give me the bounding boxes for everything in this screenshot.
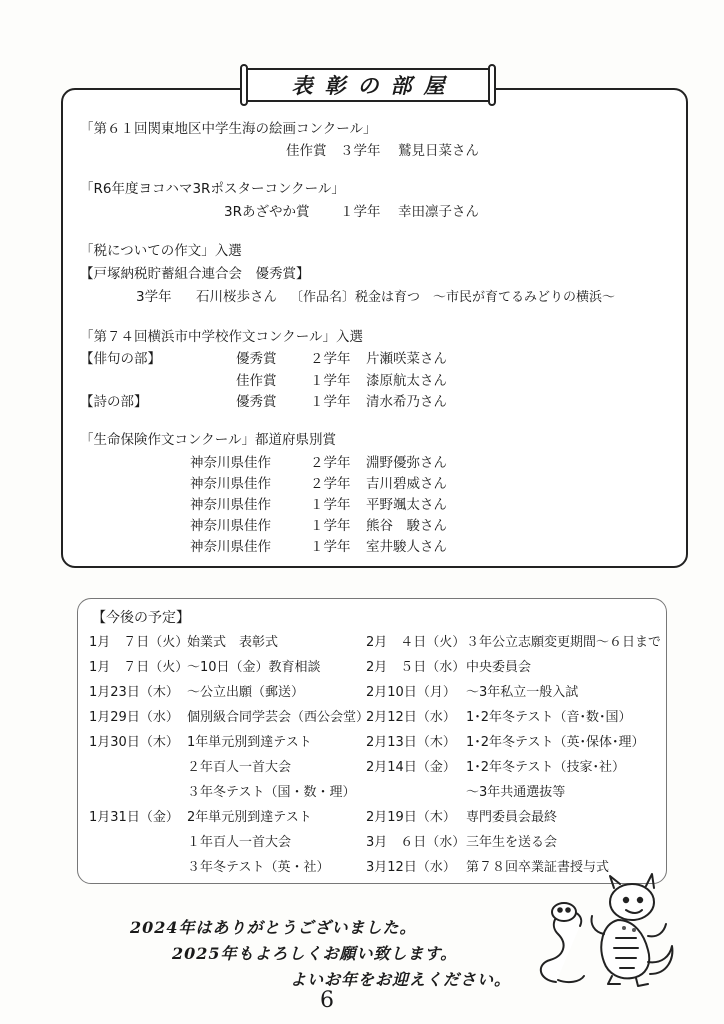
awards-title: 表彰の部屋 bbox=[291, 73, 457, 98]
student-name: 吉川碧威さん bbox=[366, 476, 447, 492]
contest-subtitle: 【戸塚納税貯蓄組合連合会 優秀賞】 bbox=[80, 266, 310, 282]
grade: １学年 bbox=[310, 518, 351, 534]
grade: １学年 bbox=[310, 497, 351, 513]
schedule-event: ３年公立志願変更期間～６日まで bbox=[466, 635, 662, 650]
schedule-event: ３年冬テスト（国・数・理） bbox=[187, 785, 356, 800]
award-name: 神奈川県佳作 bbox=[190, 497, 271, 513]
schedule-date: 3月12日（水） bbox=[366, 860, 456, 875]
student-name: 清水希乃さん bbox=[366, 394, 447, 410]
student-name: 鷲見日菜さん bbox=[398, 143, 479, 159]
award-name: 神奈川県佳作 bbox=[190, 539, 271, 555]
schedule-event: 1･2年冬テスト（英･保体･理） bbox=[466, 735, 645, 750]
student-name: 石川桜歩さん bbox=[196, 289, 277, 305]
closing-line: よいお年をお迎えください。 bbox=[290, 970, 512, 989]
contest-title: 「生命保険作文コンクール」都道府県別賞 bbox=[80, 432, 336, 448]
schedule-date: 1月29日（水） bbox=[89, 710, 179, 725]
schedule-date: 2月13日（木） bbox=[366, 735, 456, 750]
closing-line: 2025年もよろしくお願い致します。 bbox=[172, 944, 458, 963]
award-name: 神奈川県佳作 bbox=[190, 518, 271, 534]
grade: １学年 bbox=[310, 373, 351, 389]
schedule-date: 1月31日（金） bbox=[89, 810, 179, 825]
awards-box bbox=[61, 88, 688, 568]
category: 【詩の部】 bbox=[80, 394, 148, 410]
schedule-event: 始業式 表彰式 bbox=[187, 635, 279, 650]
schedule-date: 1月 ７日（火） bbox=[89, 660, 189, 675]
schedule-title: 【今後の予定】 bbox=[92, 610, 190, 626]
closing-line: 2024年はありがとうございました。 bbox=[130, 918, 417, 937]
schedule-event: 個別級合同学芸会（西公会堂） bbox=[187, 710, 370, 725]
page-number: 6 bbox=[320, 988, 334, 1013]
schedule-event: 第７８回卒業証書授与式 bbox=[466, 860, 610, 875]
grade: 3学年 bbox=[136, 289, 172, 305]
grade: １学年 bbox=[310, 539, 351, 555]
schedule-event: 三年生を送る会 bbox=[466, 835, 558, 850]
contest-title: 「R6年度ヨコハマ3Rポスターコンクール」 bbox=[80, 181, 345, 197]
student-name: 室井駿人さん bbox=[366, 539, 447, 555]
schedule-event: 1･2年冬テスト（技家･社） bbox=[466, 760, 626, 775]
student-name: 片瀬咲菜さん bbox=[366, 351, 447, 367]
category: 【俳句の部】 bbox=[80, 351, 161, 367]
schedule-date: 2月19日（木） bbox=[366, 810, 456, 825]
grade: ３学年 bbox=[340, 143, 381, 159]
scroll-roll-right-icon bbox=[488, 64, 496, 106]
schedule-event: 中央委員会 bbox=[466, 660, 532, 675]
schedule-event: ～3年私立一般入試 bbox=[466, 685, 579, 700]
schedule-event: 専門委員会最終 bbox=[466, 810, 558, 825]
schedule-event: 1年単元別到達テスト bbox=[187, 735, 312, 750]
schedule-date: 2月12日（水） bbox=[366, 710, 456, 725]
grade: ２学年 bbox=[310, 455, 351, 471]
schedule-date: 1月 ７日（火） bbox=[89, 635, 189, 650]
schedule-date: 2月 ４日（火） bbox=[366, 635, 466, 650]
schedule-event: 1･2年冬テスト（音･数･国） bbox=[466, 710, 632, 725]
work-title: 〔作品名〕税金は育つ ～市民が育てるみどりの横浜～ bbox=[290, 290, 616, 305]
student-name: 熊谷 駿さん bbox=[366, 518, 447, 534]
dragon-and-snake-mascot-icon bbox=[528, 872, 678, 990]
schedule-date: 1月23日（木） bbox=[89, 685, 179, 700]
grade: １学年 bbox=[340, 204, 381, 220]
awards-title-banner bbox=[246, 68, 490, 102]
schedule-event: 2年単元別到達テスト bbox=[187, 810, 312, 825]
contest-title: 「第６１回関東地区中学生海の絵画コンクール」 bbox=[80, 121, 377, 137]
award-name: 佳作賞 bbox=[286, 143, 327, 159]
schedule-event: １年百人一首大会 bbox=[187, 835, 292, 850]
award-name: 神奈川県佳作 bbox=[190, 476, 271, 492]
grade: ２学年 bbox=[310, 351, 351, 367]
schedule-event: ～10日（金）教育相談 bbox=[187, 660, 321, 675]
student-name: 平野颯太さん bbox=[366, 497, 447, 513]
schedule-date: 3月 ６日（水） bbox=[366, 835, 466, 850]
contest-title: 「第７４回横浜市中学校作文コンクール」入選 bbox=[80, 329, 363, 345]
schedule-date: 1月30日（木） bbox=[89, 735, 179, 750]
student-name: 淵野優弥さん bbox=[366, 455, 447, 471]
award-name: 優秀賞 bbox=[236, 351, 277, 367]
student-name: 幸田凛子さん bbox=[398, 204, 479, 220]
grade: １学年 bbox=[310, 394, 351, 410]
schedule-date: 2月14日（金） bbox=[366, 760, 456, 775]
schedule-event: ３年冬テスト（英・社） bbox=[187, 860, 330, 875]
award-name: 優秀賞 bbox=[236, 394, 277, 410]
award-name: 佳作賞 bbox=[236, 373, 277, 389]
award-name: 神奈川県佳作 bbox=[190, 455, 271, 471]
schedule-date: 2月 ５日（水） bbox=[366, 660, 466, 675]
scroll-roll-left-icon bbox=[240, 64, 248, 106]
contest-title: 「税についての作文」入選 bbox=[80, 243, 242, 259]
grade: ２学年 bbox=[310, 476, 351, 492]
schedule-event: ～公立出願（郵送） bbox=[187, 685, 305, 700]
student-name: 漆原航太さん bbox=[366, 373, 447, 389]
award-name: 3Rあざやか賞 bbox=[224, 204, 310, 220]
schedule-date: 2月10日（月） bbox=[366, 685, 456, 700]
schedule-event: ～3年共通選抜等 bbox=[466, 785, 566, 800]
schedule-event: ２年百人一首大会 bbox=[187, 760, 292, 775]
